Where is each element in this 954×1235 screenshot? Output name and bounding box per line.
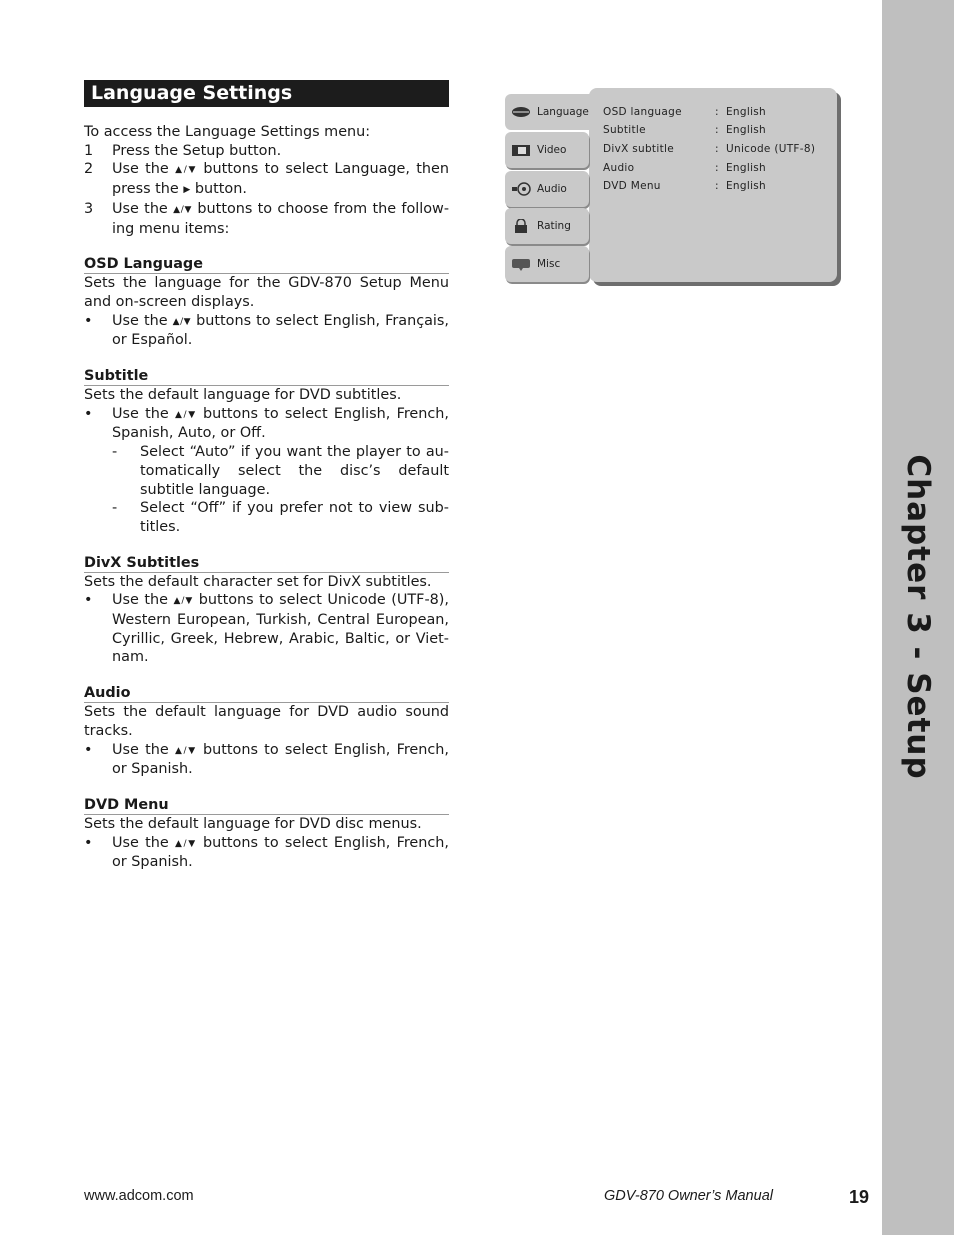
step-1: 1 Press the Setup button. (84, 142, 282, 159)
osd-language-heading: OSD Language (84, 256, 449, 274)
osd-tab-audio: Audio (505, 171, 589, 207)
audio-bullet: • Use the ▲/▼ buttons to select English, French, or Spanish. (84, 741, 450, 778)
audio-heading: Audio (84, 685, 449, 703)
audio-desc: Sets the default language for DVD audio sound tracks. (84, 704, 449, 739)
footer-manual-title: GDV-870 Owner’s Manual (604, 1188, 773, 1204)
osd-tab-rating: Rating (505, 208, 589, 244)
up-down-arrows-icon: ▲/▼ (174, 838, 197, 849)
dvd-menu-bullet: • Use the ▲/▼ buttons to select English, French, or Spanish. (84, 834, 450, 871)
up-down-arrows-icon: ▲/▼ (173, 204, 193, 215)
osd-menu-illustration: Language Video Audio Rating Misc OSD language : English Subtitle : English DivX subtitle : Unicode (UTF-8) Audio : English DVD Menu : English (505, 88, 845, 288)
step-2: 2 Use the ▲/▼ buttons to select Language, then press the ▶ button. (84, 161, 450, 198)
intro-text: To access the Language Settings menu: (84, 124, 371, 140)
section-title: Language Settings (84, 80, 449, 107)
main-column (84, 80, 449, 872)
subtitle-desc: Sets the default language for DVD subtitles. (84, 387, 402, 404)
subtitle-heading: Subtitle (84, 368, 449, 386)
subtitle-dash-auto: - Select “Auto” if you want the player to au-tomatically select the disc’s default subtitle language. (112, 444, 449, 498)
divx-subtitles-desc: Sets the default character set for DivX subtitles. (84, 573, 432, 590)
right-arrow-icon: ▶ (183, 185, 191, 196)
dvd-menu-desc: Sets the default language for DVD disc menus. (84, 815, 422, 832)
up-down-arrows-icon: ▲/▼ (172, 316, 192, 327)
page-number: 19 (849, 1187, 870, 1207)
step-3: 3 Use the ▲/▼ buttons to choose from the follow-ing menu items: (84, 200, 450, 237)
divx-subtitles-bullet: • Use the ▲/▼ buttons to select Unicode (UTF-8), Western European, Turkish, Central European, Cyrillic, Greek, Hebrew, Arabic, Baltic, or Viet-nam. (84, 592, 449, 666)
misc-icon (511, 257, 531, 271)
speaker-disc-icon (511, 182, 531, 196)
up-down-arrows-icon: ▲/▼ (175, 165, 198, 176)
chapter-tab-label: Chapter 3 - Setup (900, 454, 936, 780)
osd-language-desc: Sets the language for the GDV-870 Setup Menu and on-screen displays. (84, 275, 449, 310)
subtitle-dash-off: - Select “Off” if you prefer not to view sub-titles. (112, 500, 449, 535)
up-down-arrows-icon: ▲/▼ (174, 409, 197, 420)
up-down-arrows-icon: ▲/▼ (173, 596, 194, 607)
lock-icon (511, 219, 531, 233)
osd-tab-misc: Misc (505, 246, 589, 282)
osd-tab-video: Video (505, 132, 589, 168)
film-icon (511, 143, 531, 157)
lips-icon (511, 105, 531, 119)
up-down-arrows-icon: ▲/▼ (174, 745, 197, 756)
subtitle-bullet: • Use the ▲/▼ buttons to select English, French, Spanish, Auto, or Off. (84, 405, 450, 442)
footer-url: www.adcom.com (84, 1188, 194, 1204)
osd-language-bullet: • Use the ▲/▼ buttons to select English, Français, or Español. (84, 312, 449, 349)
dvd-menu-heading: DVD Menu (84, 797, 449, 815)
osd-tab-language: Language (505, 94, 595, 130)
divx-subtitles-heading: DivX Subtitles (84, 555, 449, 573)
